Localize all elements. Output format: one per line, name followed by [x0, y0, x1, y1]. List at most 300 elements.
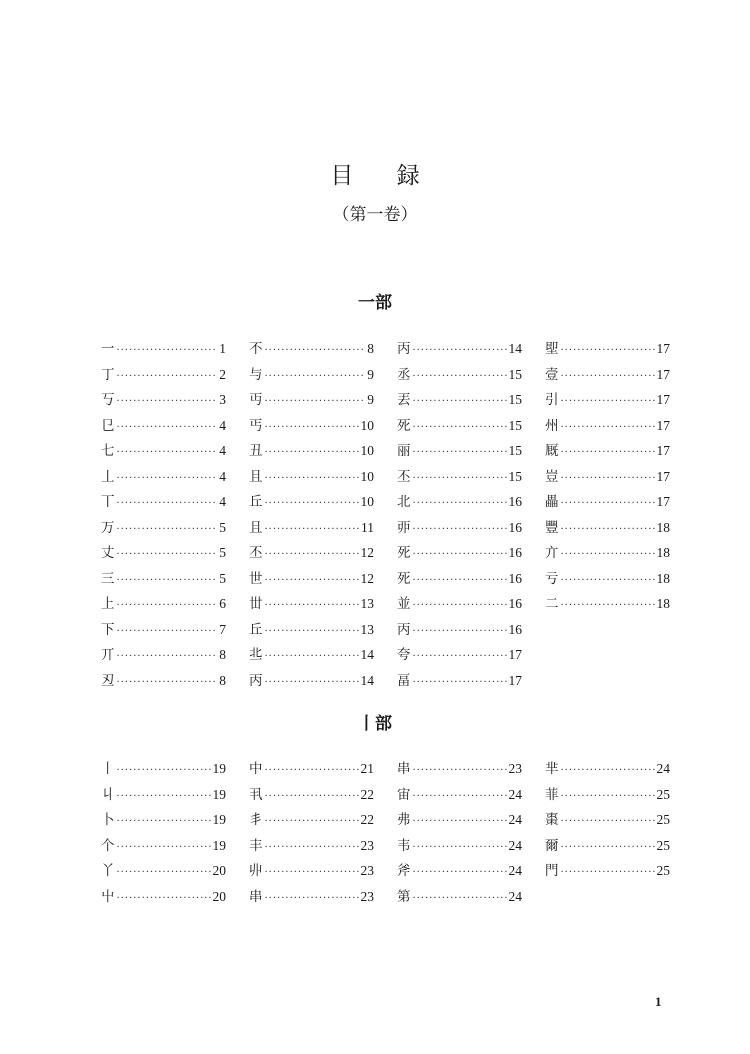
dot-leader: [561, 784, 655, 810]
entry-page-number: 5: [219, 545, 226, 560]
entry-page-number: 12: [360, 545, 374, 560]
entry-page-number: 4: [219, 417, 226, 433]
entry-character: 丒: [101, 672, 115, 689]
dot-leader: [117, 784, 211, 810]
entry-character: 世: [249, 570, 263, 587]
dot-leader: [265, 860, 359, 886]
entry-page-number: 14: [508, 341, 522, 356]
entry-page-number: 23: [508, 761, 522, 776]
entry-character: 个: [101, 837, 115, 854]
index-column: [397, 336, 522, 693]
dot-leader: [561, 809, 655, 835]
index-entry: [545, 782, 670, 808]
dot-leader: [117, 568, 218, 594]
index-column: [249, 756, 374, 909]
dot-leader: [413, 517, 507, 543]
entry-page-number: 17: [656, 341, 670, 356]
dot-leader: [117, 835, 211, 861]
dot-leader: [413, 619, 507, 645]
entry-page-number: 6: [219, 596, 226, 611]
entry-character: 丈: [101, 545, 115, 561]
dot-leader: [265, 784, 359, 810]
entry-character: 中: [249, 761, 263, 777]
entry-page-number: 13: [360, 621, 374, 637]
entry-page-number: 25: [656, 863, 670, 878]
index-entry: [397, 464, 522, 490]
index-entry: [101, 362, 226, 388]
index-entry: [101, 540, 226, 566]
entry-character: 丯: [249, 812, 263, 828]
index-entry: [545, 336, 670, 362]
dot-leader: [265, 644, 359, 670]
entry-character: 棗: [545, 812, 559, 828]
entry-page-number: 9: [367, 366, 374, 382]
entry-page-number: 7: [219, 621, 226, 637]
entry-page-number: 24: [508, 786, 522, 802]
entry-character: 丨: [101, 761, 115, 777]
dot-leader: [265, 440, 359, 466]
dot-leader: [413, 758, 507, 784]
entry-page-number: 8: [219, 647, 226, 662]
index-entry: [545, 438, 670, 464]
dot-leader: [117, 440, 218, 466]
entry-character: 北: [397, 494, 411, 510]
entry-page-number: 23: [360, 837, 374, 853]
index-column: [397, 756, 522, 909]
entry-character: 二: [545, 596, 559, 612]
entry-character: 㔾: [101, 417, 115, 434]
dot-leader: [561, 542, 655, 568]
dot-leader: [265, 670, 359, 696]
index-entry: [101, 617, 226, 643]
entry-character: 丌: [101, 647, 115, 663]
entry-page-number: 15: [508, 468, 522, 484]
index-entry: [397, 807, 522, 833]
dot-leader: [117, 415, 218, 441]
entry-character: 芈: [545, 761, 559, 777]
index-column: [101, 336, 226, 693]
entry-page-number: 17: [656, 494, 670, 509]
index-entry: [101, 387, 226, 413]
entry-character: 丕: [249, 545, 263, 561]
index-entry: [397, 362, 522, 388]
index-entry: [249, 387, 374, 413]
dot-leader: [413, 542, 507, 568]
entry-page-number: 4: [219, 443, 226, 458]
entry-page-number: 24: [508, 812, 522, 827]
entry-character: 爾: [545, 837, 559, 854]
entry-page-number: 16: [508, 519, 522, 535]
dot-leader: [117, 860, 211, 886]
dot-leader: [117, 338, 218, 364]
page-number: 1: [655, 994, 662, 1009]
entry-page-number: 16: [508, 545, 522, 560]
entry-page-number: 16: [508, 596, 522, 611]
entry-page-number: 15: [508, 417, 522, 433]
dot-leader: [117, 466, 218, 492]
index-entry: [249, 464, 374, 490]
entry-page-number: 15: [508, 392, 522, 407]
index-entry: [397, 566, 522, 592]
dot-leader: [117, 517, 218, 543]
entry-page-number: 10: [360, 443, 374, 458]
entry-character: 且: [249, 519, 263, 536]
entry-character: 壹: [545, 366, 559, 383]
dot-leader: [561, 568, 655, 594]
index-entry: [249, 884, 374, 910]
entry-page-number: 9: [367, 392, 374, 407]
entry-character: 死: [397, 545, 411, 561]
entry-character: 引: [545, 392, 559, 408]
dot-leader: [561, 389, 655, 415]
index-column: [101, 756, 226, 909]
entry-page-number: 17: [508, 647, 522, 662]
index-entry: [249, 438, 374, 464]
entry-page-number: 25: [656, 812, 670, 827]
index-entry: [397, 591, 522, 617]
entry-character: 七: [101, 443, 115, 459]
entry-character: 丟: [397, 392, 411, 408]
index-entry: [101, 336, 226, 362]
entry-character: 州: [545, 417, 559, 434]
index-entry: [397, 438, 522, 464]
entry-page-number: 20: [212, 888, 226, 904]
entry-character: 不: [249, 341, 263, 357]
index-entry: [545, 362, 670, 388]
index-entry: [101, 438, 226, 464]
entry-page-number: 17: [508, 672, 522, 688]
entry-page-number: 17: [656, 468, 670, 484]
entry-character: 丰: [249, 837, 263, 854]
index-entry: [101, 413, 226, 439]
dot-leader: [413, 338, 507, 364]
index-entry: [101, 668, 226, 694]
dot-leader: [561, 491, 655, 517]
index-entry: [249, 566, 374, 592]
index-entry: [397, 884, 522, 910]
dot-leader: [413, 491, 507, 517]
entry-character: 丏: [249, 392, 263, 408]
index-entry: [249, 668, 374, 694]
entry-character: 且: [249, 468, 263, 485]
entry-character: 丂: [101, 392, 115, 408]
index-entry: [101, 515, 226, 541]
dot-leader: [561, 593, 655, 619]
dot-leader: [265, 758, 359, 784]
entry-page-number: 22: [360, 786, 374, 802]
entry-character: 丅: [101, 494, 115, 510]
dot-leader: [265, 809, 359, 835]
volume-subtitle: （第一卷）: [332, 205, 418, 225]
index-entry: [397, 617, 522, 643]
dot-leader: [561, 415, 655, 441]
dot-leader: [265, 338, 366, 364]
dot-leader: [561, 338, 655, 364]
entry-page-number: 10: [360, 494, 374, 509]
entry-page-number: 10: [360, 468, 374, 484]
entry-character: 丽: [397, 443, 411, 459]
entry-character: 韦: [397, 837, 411, 854]
index-entry: [545, 807, 670, 833]
index-entry: [397, 515, 522, 541]
index-entry: [397, 489, 522, 515]
index-entry: [545, 566, 670, 592]
dot-leader: [413, 568, 507, 594]
index-entry: [249, 782, 374, 808]
index-entry: [397, 387, 522, 413]
entry-character: 丙: [397, 341, 411, 357]
dot-leader: [265, 389, 366, 415]
dot-leader: [117, 670, 218, 696]
entry-character: 丫: [101, 863, 115, 879]
entry-character: 並: [397, 596, 411, 612]
dot-leader: [265, 568, 359, 594]
entry-character: 丙: [249, 672, 263, 689]
section-heading: 丨部: [358, 714, 392, 734]
index-entry: [249, 591, 374, 617]
index-entry: [545, 515, 670, 541]
index-entry: [249, 336, 374, 362]
index-entry: [545, 413, 670, 439]
entry-page-number: 25: [656, 837, 670, 853]
entry-character: 卜: [101, 812, 115, 828]
entry-page-number: 3: [219, 392, 226, 407]
entry-character: 畾: [545, 494, 559, 510]
entry-page-number: 8: [367, 341, 374, 356]
entry-page-number: 23: [360, 888, 374, 904]
entry-character: 第: [397, 888, 411, 905]
entry-character: 菲: [545, 786, 559, 803]
dot-leader: [561, 860, 655, 886]
entry-character: 丑: [249, 443, 263, 459]
dot-leader: [265, 542, 359, 568]
dot-leader: [413, 593, 507, 619]
index-entry: [397, 858, 522, 884]
index-entry: [101, 489, 226, 515]
entry-character: 堲: [545, 341, 559, 357]
dot-leader: [561, 835, 655, 861]
dot-leader: [117, 644, 218, 670]
index-entry: [545, 591, 670, 617]
entry-character: 厩: [545, 443, 559, 459]
entry-page-number: 24: [508, 888, 522, 904]
entry-character: 万: [101, 519, 115, 536]
dot-leader: [117, 364, 218, 390]
entry-page-number: 11: [361, 519, 374, 535]
entry-character: 畐: [397, 672, 411, 689]
dot-leader: [117, 758, 211, 784]
entry-character: 夸: [397, 647, 411, 663]
entry-character: 亣: [545, 545, 559, 561]
entry-page-number: 17: [656, 443, 670, 458]
entry-page-number: 17: [656, 417, 670, 433]
entry-character: 丁: [101, 366, 115, 383]
entry-character: 丙: [397, 621, 411, 638]
dot-leader: [413, 835, 507, 861]
entry-page-number: 20: [212, 863, 226, 878]
dot-leader: [561, 364, 655, 390]
entry-character: 丄: [101, 468, 115, 485]
entry-character: 宙: [397, 786, 411, 803]
entry-page-number: 18: [656, 519, 670, 535]
dot-leader: [117, 542, 218, 568]
entry-page-number: 2: [219, 366, 226, 382]
entry-page-number: 25: [656, 786, 670, 802]
index-entry: [101, 833, 226, 859]
index-entry: [249, 489, 374, 515]
index-entry: [397, 833, 522, 859]
entry-page-number: 24: [508, 863, 522, 878]
index-column: [545, 336, 670, 617]
index-entry: [545, 833, 670, 859]
entry-page-number: 21: [360, 761, 374, 776]
entry-page-number: 22: [360, 812, 374, 827]
entry-page-number: 14: [360, 647, 374, 662]
entry-page-number: 10: [360, 417, 374, 433]
dot-leader: [265, 619, 359, 645]
entry-page-number: 14: [360, 672, 374, 688]
index-entry: [397, 642, 522, 668]
entry-character: 丗: [249, 596, 263, 612]
dot-leader: [265, 886, 359, 912]
entry-character: 死: [397, 570, 411, 587]
entry-character: 丠: [249, 647, 263, 663]
dot-leader: [413, 644, 507, 670]
dot-leader: [561, 466, 655, 492]
page-title: 目 録: [330, 163, 438, 189]
index-entry: [101, 642, 226, 668]
index-entry: [545, 387, 670, 413]
index-entry: [249, 833, 374, 859]
entry-page-number: 16: [508, 621, 522, 637]
dot-leader: [117, 491, 218, 517]
entry-character: 丣: [397, 519, 411, 536]
entry-character: 丞: [397, 366, 411, 383]
entry-character: 上: [101, 596, 115, 612]
entry-page-number: 16: [508, 570, 522, 586]
dot-leader: [265, 517, 360, 543]
entry-page-number: 13: [360, 596, 374, 611]
entry-character: 丕: [397, 468, 411, 485]
entry-page-number: 19: [212, 761, 226, 776]
entry-character: 下: [101, 621, 115, 638]
index-entry: [249, 515, 374, 541]
entry-character: 与: [249, 366, 263, 383]
entry-character: 一: [101, 341, 115, 357]
dot-leader: [117, 593, 218, 619]
dot-leader: [265, 835, 359, 861]
dot-leader: [561, 517, 655, 543]
dot-leader: [265, 415, 359, 441]
dot-leader: [561, 758, 655, 784]
dot-leader: [265, 593, 359, 619]
dot-leader: [413, 440, 507, 466]
entry-page-number: 17: [656, 366, 670, 382]
dot-leader: [265, 466, 359, 492]
entry-character: 串: [249, 888, 263, 905]
dot-leader: [413, 886, 507, 912]
index-entry: [249, 642, 374, 668]
dot-leader: [265, 491, 359, 517]
entry-page-number: 15: [508, 443, 522, 458]
index-entry: [249, 617, 374, 643]
index-entry: [397, 668, 522, 694]
entry-page-number: 5: [219, 519, 226, 535]
dot-leader: [413, 364, 507, 390]
index-entry: [249, 756, 374, 782]
dot-leader: [561, 440, 655, 466]
dot-leader: [413, 389, 507, 415]
index-entry: [397, 413, 522, 439]
entry-character: 丱: [249, 863, 263, 879]
index-entry: [397, 756, 522, 782]
section-heading: 一部: [358, 293, 392, 313]
entry-page-number: 19: [212, 812, 226, 827]
index-entry: [397, 336, 522, 362]
dot-leader: [117, 389, 218, 415]
entry-page-number: 24: [656, 761, 670, 776]
entry-character: 三: [101, 570, 115, 587]
entry-page-number: 1: [219, 341, 226, 356]
entry-page-number: 18: [656, 596, 670, 611]
entry-page-number: 17: [656, 392, 670, 407]
index-entry: [249, 540, 374, 566]
entry-character: 丘: [249, 494, 263, 510]
dot-leader: [413, 809, 507, 835]
index-entry: [545, 756, 670, 782]
entry-page-number: 5: [219, 570, 226, 586]
index-entry: [397, 540, 522, 566]
index-entry: [545, 489, 670, 515]
dot-leader: [117, 619, 218, 645]
entry-page-number: 15: [508, 366, 522, 382]
index-entry: [545, 540, 670, 566]
index-column: [545, 756, 670, 884]
entry-character: 串: [397, 761, 411, 777]
index-entry: [249, 413, 374, 439]
entry-page-number: 18: [656, 545, 670, 560]
index-entry: [249, 807, 374, 833]
index-entry: [249, 362, 374, 388]
index-entry: [101, 782, 226, 808]
entry-character: 丩: [101, 786, 115, 803]
dot-leader: [413, 670, 507, 696]
index-entry: [545, 858, 670, 884]
entry-character: 豈: [545, 468, 559, 485]
index-entry: [249, 858, 374, 884]
entry-page-number: 18: [656, 570, 670, 586]
entry-page-number: 16: [508, 494, 522, 509]
entry-page-number: 19: [212, 786, 226, 802]
dot-leader: [413, 466, 507, 492]
entry-character: 死: [397, 417, 411, 434]
index-entry: [101, 464, 226, 490]
dot-leader: [265, 364, 366, 390]
entry-page-number: 19: [212, 837, 226, 853]
dot-leader: [413, 860, 507, 886]
index-column: [249, 336, 374, 693]
dot-leader: [413, 415, 507, 441]
entry-character: 弗: [397, 812, 411, 828]
entry-page-number: 12: [360, 570, 374, 586]
entry-character: 豐: [545, 519, 559, 536]
index-entry: [101, 756, 226, 782]
entry-character: 斧: [397, 863, 411, 879]
entry-character: 丮: [249, 786, 263, 803]
index-entry: [545, 464, 670, 490]
entry-character: 丐: [249, 417, 263, 434]
entry-page-number: 4: [219, 468, 226, 484]
